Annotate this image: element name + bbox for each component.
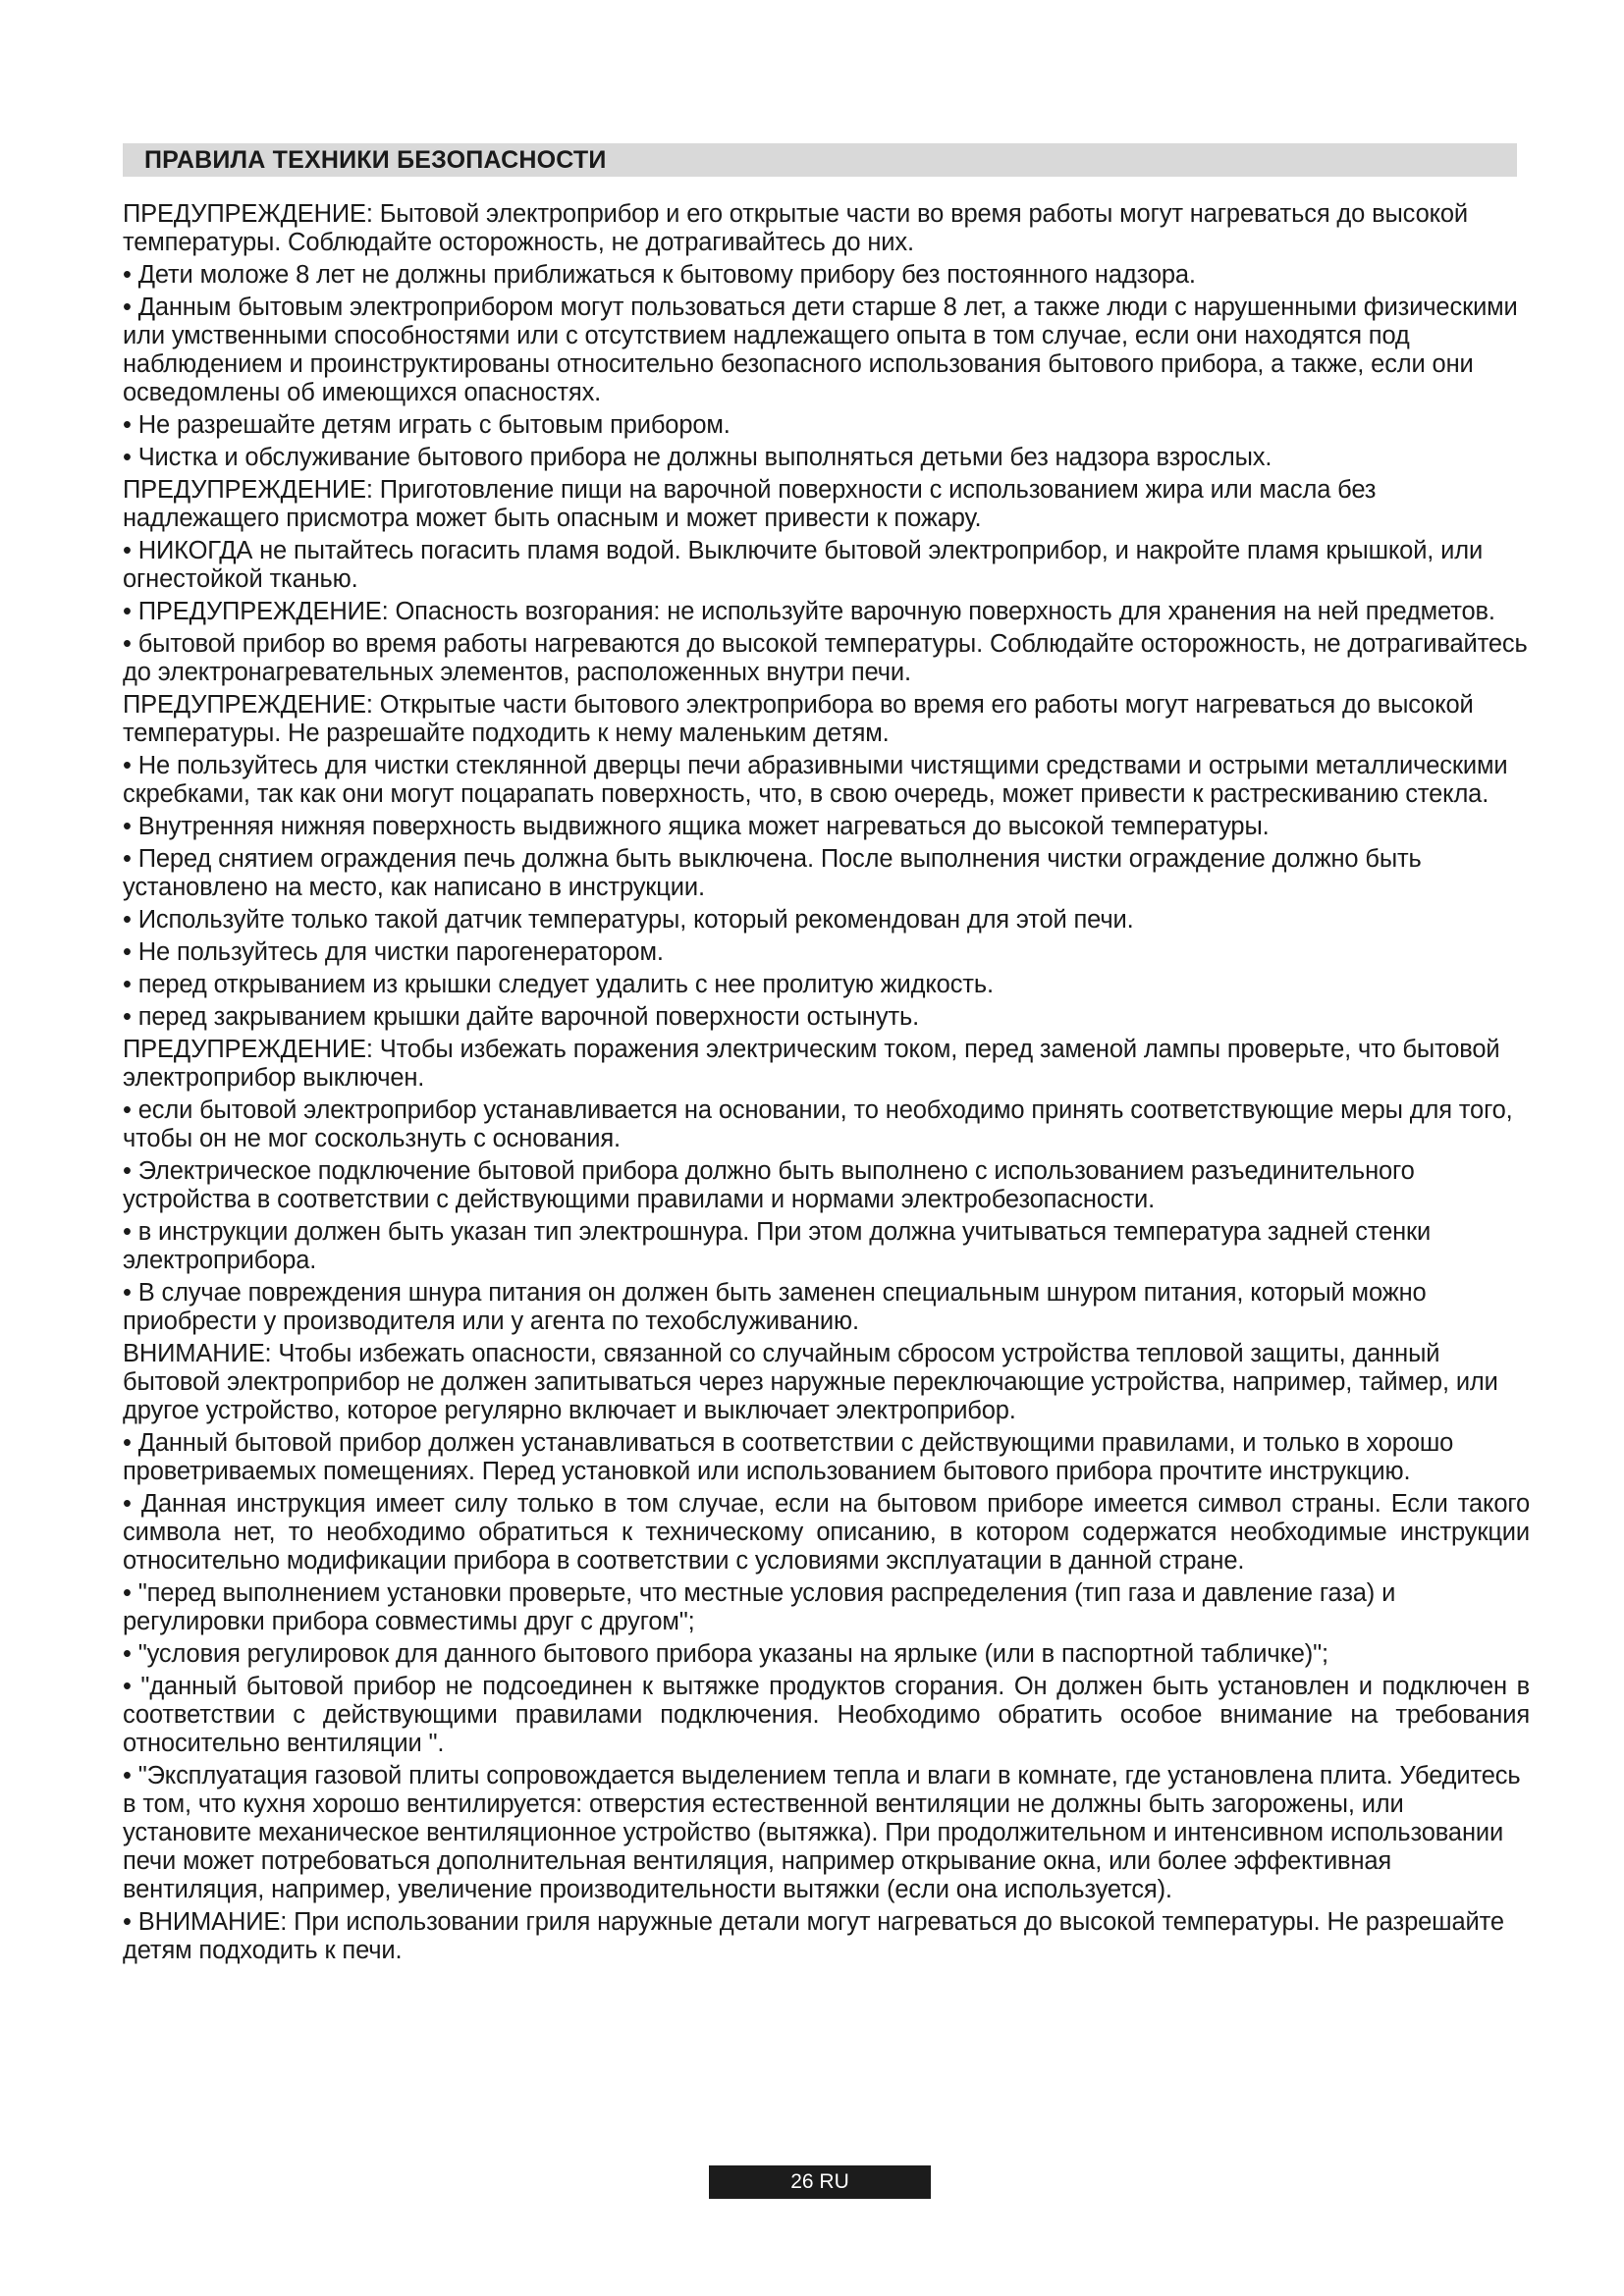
list-item: • Внутренняя нижняя поверхность выдвижного ящика может нагреваться до высокой температуры. [123,813,1270,840]
safety-rules-text [123,200,1530,1969]
list-item: • Электрическое подключение бытовой прибора должно быть выполнено с использованием разъединительного устройства в соответствии с действующими правилами и нормами электробезопасности. [123,1157,1415,1213]
list-item: • Используйте только такой датчик температуры, который рекомендован для этой печи. [123,906,1134,934]
list-item: • Не пользуйтесь для чистки стеклянной дверцы печи абразивными чистящими средствами и острыми металлическими скребками, так как они могут поцарапать поверхность, что, в свою очередь, может привести к растрескиванию стекла. [123,752,1508,808]
list-item: • Дети моложе 8 лет не должны приближаться к бытовому прибору без постоянного надзора. [123,261,1196,289]
list-item: • "Эксплуатация газовой плиты сопровождается выделением тепла и влаги в комнате, где установлена плита. Убедитесь в том, что кухня хорошо вентилируется: отверстия естественной вентиляции не должны быть загорожены, или установите механическое вентиляционное устройство (вытяжка). При продолжительном и интенсивном использовании печи может потребоваться дополнительная вентиляция, например открывание окна, или более эффективная вентиляция, например, увеличение производительности вытяжки (если она используется). [123,1762,1521,1903]
list-item: • Данный бытовой прибор должен устанавливаться в соответствии с действующими правилами, и только в хорошо проветриваемых помещениях. Перед установкой или использованием бытового прибора прочтите инструкцию. [123,1429,1454,1485]
paragraph: ПРЕДУПРЕЖДЕНИЕ: Приготовление пищи на варочной поверхности с использованием жира или масла без надлежащего присмотра может быть опасным и может привести к пожару. [123,476,1377,532]
list-item: • "перед выполнением установки проверьте, что местные условия распределения (тип газа и давление газа) и регулировки прибора совместимы друг с другом"; [123,1579,1396,1635]
section-header [123,143,1517,177]
list-item: • Данным бытовым электроприбором могут пользоваться дети старше 8 лет, а также люди с нарушенными физическими или умственными способностями или с отсутствием надлежащего опыта в том случае, если они находятся под наблюдением и проинструктированы относительно безопасного использования бытового прибора, а также, если они осведомлены об имеющихся опасностях. [123,294,1518,406]
list-item: • если бытовой электроприбор устанавливается на основании, то необходимо принять соответствующие меры для того, чтобы он не мог соскользнуть с основания. [123,1096,1513,1152]
list-item: • НИКОГДА не пытайтесь погасить пламя водой. Выключите бытовой электроприбор, и накройте пламя крышкой, или огнестойкой тканью. [123,537,1484,593]
list-item: • перед закрыванием крышки дайте варочной поверхности остынуть. [123,1003,920,1031]
list-item: • Перед снятием ограждения печь должна быть выключена. После выполнения чистки ограждение должно быть установлено на место, как написано в инструкции. [123,845,1422,901]
section-title: ПРАВИЛА ТЕХНИКИ БЕЗОПАСНОСТИ [144,146,607,174]
list-item: • перед открыванием из крышки следует удалить с нее пролитую жидкость. [123,971,994,998]
paragraph: ПРЕДУПРЕЖДЕНИЕ: Чтобы избежать поражения электрическим током, перед заменой лампы проверьте, что бытовой электроприбор выключен. [123,1036,1500,1092]
list-item: • в инструкции должен быть указан тип электрошнура. При этом должна учитываться температура задней стенки электроприбора. [123,1218,1432,1274]
paragraph: ПРЕДУПРЕЖДЕНИЕ: Бытовой электроприбор и его открытые части во время работы могут нагреваться до высокой температуры. Соблюдайте осторожность, не дотрагивайтесь до них. [123,200,1469,256]
list-item: • ВНИМАНИЕ: При использовании гриля наружные детали могут нагреваться до высокой температуры. Не разрешайте детям подходить к печи. [123,1908,1504,1964]
paragraph: ПРЕДУПРЕЖДЕНИЕ: Открытые части бытового электроприбора во время его работы могут нагреваться до высокой температуры. Не разрешайте подходить к нему маленьким детям. [123,691,1474,747]
list-item: • "данный бытовой прибор не подсоединен к вытяжке продуктов сгорания. Он должен быть установлен и подключен в соответствии с действующими правилами подключения. Необходимо обратить особое внимание на требования относительно вентиляции ". [123,1673,1530,1757]
list-item: • "условия регулировок для данного бытового прибора указаны на ярлыке (или в паспортной табличке)"; [123,1640,1328,1668]
list-item: • бытовой прибор во время работы нагреваются до высокой температуры. Соблюдайте осторожность, не дотрагивайтесь до электронагревательных элементов, расположенных внутри печи. [123,630,1528,686]
page-number: 26 RU [709,2165,931,2199]
list-item: • ПРЕДУПРЕЖДЕНИЕ: Опасность возгорания: не используйте варочную поверхность для хранения на ней предметов. [123,598,1495,625]
list-item: • Не разрешайте детям играть с бытовым прибором. [123,411,731,439]
paragraph: ВНИМАНИЕ: Чтобы избежать опасности, связанной со случайным сбросом устройства тепловой защиты, данный бытовой электроприбор не должен запитываться через наружные переключающие устройства, например, таймер, или другое устройство, которое регулярно включает и выключает электроприбор. [123,1340,1498,1424]
list-item: • В случае повреждения шнура питания он должен быть заменен специальным шнуром питания, который можно приобрести у производителя или у агента по техобслуживанию. [123,1279,1427,1335]
list-item: • Данная инструкция имеет силу только в том случае, если на бытовом приборе имеется символ страны. Если такого символа нет, то необходимо обратиться к техническому описанию, в котором содержатся необходимые инструкции относительно модификации прибора в соответствии с условиями эксплуатации в данной стране. [123,1490,1530,1575]
list-item: • Чистка и обслуживание бытового прибора не должны выполняться детьми без надзора взрослых. [123,444,1272,471]
list-item: • Не пользуйтесь для чистки парогенератором. [123,938,664,966]
